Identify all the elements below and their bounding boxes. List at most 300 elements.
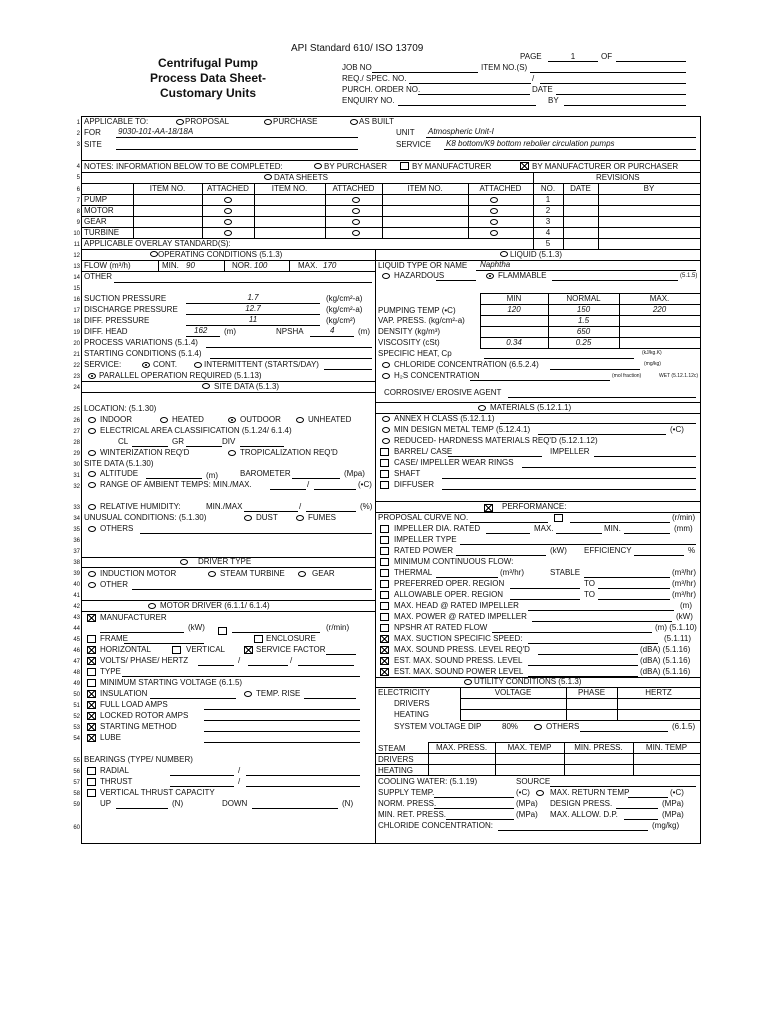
- service-factor-check[interactable]: [244, 646, 253, 654]
- steam-turbine-radio[interactable]: [208, 571, 216, 577]
- center-divider: [375, 250, 376, 844]
- line-number: 47: [73, 659, 80, 665]
- h2s-unit: (mol fraction): [612, 373, 642, 379]
- site-data-radio[interactable]: [202, 383, 210, 389]
- barometer-field[interactable]: [292, 478, 340, 479]
- chloride-radio[interactable]: [382, 362, 390, 368]
- radial-number-field[interactable]: [246, 775, 360, 776]
- h2s-field[interactable]: [470, 380, 610, 381]
- line-number: 42: [73, 604, 80, 610]
- slash: /: [299, 502, 302, 511]
- source-label: SOURCE: [516, 777, 551, 786]
- dust-radio[interactable]: [244, 515, 252, 521]
- min-starting-check[interactable]: [87, 679, 96, 687]
- full-load-field[interactable]: [204, 709, 360, 710]
- row-turbine: TURBINE: [84, 228, 120, 237]
- ambient-min-field[interactable]: [270, 489, 306, 490]
- attached-radio[interactable]: [352, 208, 360, 214]
- gear-radio[interactable]: [298, 571, 306, 577]
- radial-check[interactable]: [87, 767, 96, 775]
- unheated-radio[interactable]: [296, 417, 304, 423]
- flammable-field[interactable]: [552, 280, 678, 281]
- driver-other-field[interactable]: [132, 589, 372, 590]
- col-item-no-2: ITEM NO.: [271, 184, 308, 193]
- imp-dia-min-label: MIN.: [604, 524, 621, 533]
- cooling-water-label: COOLING WATER: (5.1.19): [378, 777, 478, 786]
- ambient-radio[interactable]: [88, 482, 96, 488]
- line-number: 26: [73, 418, 80, 424]
- npshr-ref: (m) (5.1.10): [655, 623, 697, 632]
- job-no-field[interactable]: [372, 72, 478, 73]
- max-head-check[interactable]: [380, 602, 389, 610]
- line-number: 50: [73, 692, 80, 698]
- line-number: 3: [76, 142, 80, 148]
- line-number: 43: [73, 615, 80, 621]
- dip-others-radio[interactable]: [534, 724, 542, 730]
- chloride-unit: (mg/kg): [644, 361, 661, 367]
- down-field[interactable]: [252, 808, 338, 809]
- est-press-field[interactable]: [528, 665, 638, 666]
- enquiry-field[interactable]: [398, 105, 536, 106]
- rated-power-check[interactable]: [380, 547, 389, 555]
- frame-field[interactable]: [124, 643, 204, 644]
- hazardous-field[interactable]: [436, 280, 476, 281]
- unit-value[interactable]: Atmospheric Unit-I: [428, 127, 494, 136]
- case-rings-field[interactable]: [522, 467, 696, 468]
- motor-rmin-field[interactable]: [232, 632, 320, 633]
- starting-method-check[interactable]: [87, 723, 96, 731]
- attached-radio[interactable]: [490, 230, 498, 236]
- materials-title: MATERIALS (5.12.1.1): [490, 403, 572, 412]
- utility-radio[interactable]: [464, 679, 472, 685]
- thrust-number-field[interactable]: [246, 786, 360, 787]
- reduced-label: REDUCED- HARDNESS MATERIALS REQ'D (5.12.1.12): [394, 436, 598, 445]
- driver-other-radio[interactable]: [88, 582, 96, 588]
- preferred-from-field[interactable]: [510, 588, 580, 589]
- preferred-to-field[interactable]: [598, 588, 670, 589]
- chloride-label: CHLORIDE CONCENTRATION (6.5.2.4): [394, 360, 539, 369]
- temp-rise-label: TEMP. RISE: [256, 689, 301, 698]
- col-max-press: MAX. PRESS.: [435, 743, 488, 752]
- line-number: 21: [73, 352, 80, 358]
- radial-type-field[interactable]: [170, 775, 234, 776]
- stable-field[interactable]: [584, 577, 670, 578]
- design-press-field[interactable]: [616, 808, 658, 809]
- humidity-max-field[interactable]: [306, 511, 356, 512]
- case-rings-check[interactable]: [380, 459, 389, 467]
- rmin-check[interactable]: [554, 514, 563, 522]
- flammable-radio[interactable]: [486, 273, 494, 279]
- thrust-check[interactable]: [87, 778, 96, 786]
- volts-check[interactable]: [87, 657, 96, 665]
- thermal-field[interactable]: [436, 577, 498, 578]
- flow-min-label: MIN.: [162, 261, 179, 270]
- viscosity-normal[interactable]: 0.25: [575, 338, 592, 347]
- up-label: UP: [100, 799, 112, 808]
- intermittent-radio[interactable]: [194, 362, 202, 368]
- viscosity-min[interactable]: 0.34: [506, 338, 522, 347]
- unit-kw: (kW): [188, 623, 205, 632]
- shaft-field[interactable]: [442, 478, 696, 479]
- line-number: 24: [73, 385, 80, 391]
- rmin-check[interactable]: [218, 627, 227, 635]
- imp-type-field[interactable]: [460, 544, 696, 545]
- min-flow-label: MINIMUM CONTINUOUS FLOW:: [394, 557, 514, 566]
- supply-temp-label: SUPPLY TEMP.: [378, 788, 435, 797]
- manufacturer-check[interactable]: [87, 614, 96, 622]
- purchase-radio[interactable]: [264, 119, 272, 125]
- shaft-check[interactable]: [380, 470, 389, 478]
- flow-max-value[interactable]: 170: [323, 261, 337, 270]
- others-field[interactable]: [140, 533, 372, 534]
- diffp-value[interactable]: 11: [248, 315, 258, 324]
- hazardous-radio[interactable]: [382, 273, 390, 279]
- service-factor-field[interactable]: [326, 654, 356, 655]
- req-spec-field-2[interactable]: [540, 83, 686, 84]
- enclosure-check[interactable]: [254, 635, 263, 643]
- cont-radio[interactable]: [142, 362, 150, 368]
- volts-field[interactable]: [198, 665, 234, 666]
- est-press-check[interactable]: [380, 657, 389, 665]
- type-label: TYPE: [100, 667, 121, 676]
- starting-conditions-field[interactable]: [210, 358, 372, 359]
- est-power-check[interactable]: [380, 668, 389, 676]
- preferred-label: PREFERRED OPER. REGION: [394, 579, 505, 588]
- full-load-check[interactable]: [87, 701, 96, 709]
- performance-title: PERFORMANCE:: [502, 502, 567, 511]
- pumping-temp-min[interactable]: 120: [507, 305, 521, 314]
- efficiency-field[interactable]: [634, 555, 684, 556]
- flow-nor-value[interactable]: 100: [254, 261, 268, 270]
- flow-nor-label: NOR.: [232, 261, 252, 270]
- steam-turbine-label: STEAM TURBINE: [220, 569, 285, 578]
- div-field[interactable]: [240, 446, 284, 447]
- sheet-title-line3: Customary Units: [159, 86, 257, 100]
- by-purchaser-radio[interactable]: [314, 163, 322, 169]
- sound-press-field[interactable]: [538, 654, 638, 655]
- attached-radio[interactable]: [490, 208, 498, 214]
- dip-others-label: OTHERS: [546, 722, 580, 731]
- pumping-temp-max[interactable]: 220: [652, 305, 667, 314]
- by-both-check[interactable]: [520, 162, 529, 170]
- vertical-check[interactable]: [172, 646, 181, 654]
- attached-radio[interactable]: [352, 230, 360, 236]
- discharge-value[interactable]: 12.7: [245, 304, 261, 313]
- suction-label: SUCTION PRESSURE: [84, 294, 167, 303]
- barrel-field[interactable]: [448, 456, 542, 457]
- curve-rmin-field[interactable]: [570, 522, 670, 523]
- insulation-check[interactable]: [87, 690, 96, 698]
- liquid-radio[interactable]: [500, 251, 508, 257]
- tropicalization-radio[interactable]: [228, 450, 236, 456]
- max-return-field[interactable]: [628, 797, 668, 798]
- humidity-min-field[interactable]: [244, 511, 298, 512]
- attached-radio[interactable]: [490, 219, 498, 225]
- service-value[interactable]: K8 bottom/K9 bottom rebolier circulation pumps: [446, 139, 615, 148]
- liquid-type-value[interactable]: Naphtha: [480, 260, 511, 269]
- density-value[interactable]: 650: [576, 327, 591, 336]
- attached-radio[interactable]: [224, 208, 232, 214]
- min-starting-label: MINIMUM STARTING VOLTAGE (6.1.5): [100, 678, 243, 687]
- outdoor-radio[interactable]: [228, 417, 236, 423]
- max-power-check[interactable]: [380, 613, 389, 621]
- by-field[interactable]: [564, 105, 686, 106]
- lube-field[interactable]: [204, 742, 360, 743]
- phase-field[interactable]: [248, 665, 288, 666]
- line-number: 27: [73, 429, 80, 435]
- curve-field[interactable]: [470, 522, 548, 523]
- data-sheets-radio[interactable]: [264, 174, 272, 180]
- annex-radio[interactable]: [382, 416, 390, 422]
- starting-method-field[interactable]: [204, 731, 360, 732]
- heated-label: HEATED: [172, 415, 204, 424]
- norm-press-field[interactable]: [434, 808, 514, 809]
- motor-kw-field[interactable]: [100, 632, 184, 633]
- line-number: 12: [73, 253, 80, 259]
- thermal-check[interactable]: [380, 569, 389, 577]
- proposal-radio[interactable]: [176, 119, 184, 125]
- rev-num: 5: [545, 239, 551, 248]
- unit-mpa: (MPa): [516, 810, 538, 819]
- efficiency-label: EFFICIENCY: [584, 546, 632, 555]
- thrust-type-field[interactable]: [170, 786, 234, 787]
- min-design-radio[interactable]: [382, 427, 390, 433]
- rev-num: 3: [545, 217, 551, 226]
- line-number: 37: [73, 549, 80, 555]
- unit-m: (m): [680, 601, 692, 610]
- heated-radio[interactable]: [160, 417, 168, 423]
- tropicalization-label: TROPICALIZATION REQ'D: [240, 448, 338, 457]
- npshr-field[interactable]: [492, 632, 652, 633]
- max-head-field[interactable]: [528, 610, 674, 611]
- pumping-temp-normal[interactable]: 150: [576, 305, 591, 314]
- locked-rotor-field[interactable]: [204, 720, 360, 721]
- npshr-check[interactable]: [380, 624, 389, 632]
- indoor-radio[interactable]: [88, 417, 96, 423]
- thermal-label: THERMAL: [394, 568, 433, 577]
- of-field[interactable]: [616, 61, 686, 62]
- wet-label: WET (5.12.1.12c): [659, 373, 699, 379]
- unit-rmin: (r/min): [672, 513, 696, 522]
- humidity-radio[interactable]: [88, 504, 96, 510]
- motor-driver-radio[interactable]: [148, 603, 156, 609]
- item-no-field[interactable]: [530, 72, 686, 73]
- attached-radio[interactable]: [224, 230, 232, 236]
- reduced-radio[interactable]: [382, 438, 390, 444]
- type-field[interactable]: [122, 676, 360, 677]
- specific-heat-field[interactable]: [484, 358, 634, 359]
- preferred-check[interactable]: [380, 580, 389, 588]
- materials-radio[interactable]: [478, 405, 486, 411]
- diffh-label: DIFF. HEAD: [84, 327, 128, 336]
- rev-num: 2: [545, 206, 551, 215]
- date-field[interactable]: [556, 94, 686, 95]
- attached-radio[interactable]: [352, 197, 360, 203]
- imp-dia-max-field[interactable]: [556, 533, 602, 534]
- min-design-label: MIN DESIGN METAL TEMP (5.12.4.1): [394, 425, 531, 434]
- altitude-radio[interactable]: [88, 471, 96, 477]
- suction-speed-field[interactable]: [528, 643, 658, 644]
- diffuser-check[interactable]: [380, 481, 389, 489]
- line-number: 14: [73, 275, 80, 281]
- gr-field[interactable]: [186, 446, 222, 447]
- as-built-radio[interactable]: [350, 119, 358, 125]
- insulation-field[interactable]: [150, 698, 236, 699]
- corrosive-field[interactable]: [508, 397, 696, 398]
- allowable-from-field[interactable]: [510, 599, 580, 600]
- winterization-label: WINTERIZATION REQ'D: [100, 448, 190, 457]
- purchase-label: PURCHASE: [273, 117, 318, 126]
- locked-rotor-check[interactable]: [87, 712, 96, 720]
- temp-rise-radio[interactable]: [244, 691, 252, 697]
- voltage-dip-value[interactable]: 80%: [502, 722, 519, 731]
- unit-mpa: (MPa): [662, 810, 684, 819]
- by-purchaser-label: BY PURCHASER: [324, 162, 387, 171]
- driver-type-radio[interactable]: [180, 559, 188, 565]
- dip-ref: (6.1.5): [672, 722, 696, 731]
- dip-others-field[interactable]: [580, 731, 668, 732]
- flow-min-value[interactable]: 90: [186, 261, 195, 270]
- parallel-radio[interactable]: [88, 373, 96, 379]
- for-value[interactable]: 9030-101-AA-18/18A: [118, 127, 194, 136]
- attached-radio[interactable]: [352, 219, 360, 225]
- purch-order-field[interactable]: [418, 94, 530, 95]
- liquid-col-normal: NORMAL: [566, 294, 601, 303]
- by-manufacturer-check[interactable]: [400, 162, 409, 170]
- vertical-thrust-label: VERTICAL THRUST CAPACITY: [100, 788, 215, 797]
- attached-radio[interactable]: [224, 219, 232, 225]
- indoor-label: INDOOR: [100, 415, 132, 424]
- page-field[interactable]: [548, 61, 598, 62]
- annex-field[interactable]: [500, 423, 696, 424]
- frame-check[interactable]: [87, 635, 96, 643]
- operating-radio[interactable]: [150, 251, 158, 257]
- line-number: 13: [73, 264, 80, 270]
- sound-press-check[interactable]: [380, 646, 389, 654]
- winterization-radio[interactable]: [88, 450, 96, 456]
- notes-text: NOTES: INFORMATION BELOW TO BE COMPLETED:: [84, 162, 283, 171]
- suction-speed-check[interactable]: [380, 635, 389, 643]
- col-min-temp: MIN. TEMP: [645, 743, 688, 752]
- source-field[interactable]: [550, 786, 696, 787]
- temp-rise-field[interactable]: [304, 698, 356, 699]
- max-return-radio[interactable]: [536, 790, 544, 796]
- type-check[interactable]: [87, 668, 96, 676]
- unit-rmin: (r/min): [326, 623, 350, 632]
- vap-press-value[interactable]: 1.5: [577, 316, 590, 325]
- imp-dia-rated-field[interactable]: [486, 533, 530, 534]
- liquid-title: LIQUID (5.1.3): [510, 250, 563, 259]
- process-variations-field[interactable]: [206, 347, 372, 348]
- max-dp-field[interactable]: [624, 819, 658, 820]
- line-number: 52: [73, 714, 80, 720]
- diffuser-field[interactable]: [442, 489, 696, 490]
- slash: /: [307, 480, 310, 489]
- line-number: 22: [73, 363, 80, 369]
- other-field[interactable]: [114, 282, 372, 283]
- radial-label: RADIAL: [100, 766, 129, 775]
- specific-heat-label: SPECIFIC HEAT, Cp: [378, 349, 452, 358]
- h2s-radio[interactable]: [382, 373, 390, 379]
- frame-bottom: [81, 843, 701, 844]
- req-spec-field[interactable]: [409, 83, 531, 84]
- imp-dia-check[interactable]: [380, 525, 389, 533]
- suction-value[interactable]: 1.7: [247, 293, 259, 302]
- line-number: 58: [73, 791, 80, 797]
- driver-type-title: DRIVER TYPE: [198, 557, 252, 566]
- volts-label: VOLTS/ PHASE/ HERTZ: [100, 656, 189, 665]
- suction-speed-label: MAX. SUCTION SPECIFIC SPEED:: [394, 634, 523, 643]
- col-item-no-3: ITEM NO.: [407, 184, 443, 193]
- site-field[interactable]: [116, 149, 358, 150]
- lube-check[interactable]: [87, 734, 96, 742]
- density-label: DENSITY (kg/m³): [378, 327, 441, 336]
- starts-per-day-field[interactable]: [324, 369, 372, 370]
- standard-title: API Standard 610/ ISO 13709: [291, 43, 424, 54]
- barrel-check[interactable]: [380, 448, 389, 456]
- as-built-label: AS BUILT: [359, 117, 394, 126]
- unit-m: (m): [358, 327, 370, 336]
- rated-power-field[interactable]: [456, 555, 546, 556]
- horizontal-check[interactable]: [87, 646, 96, 654]
- line-number: 23: [73, 374, 80, 380]
- others-radio[interactable]: [88, 526, 96, 532]
- altitude-field[interactable]: [146, 478, 202, 479]
- imp-dia-min-field[interactable]: [624, 533, 670, 534]
- attached-radio[interactable]: [490, 197, 498, 203]
- imp-type-check[interactable]: [380, 536, 389, 544]
- hertz-field[interactable]: [298, 665, 354, 666]
- elec-class-radio[interactable]: [88, 428, 96, 434]
- min-design-field[interactable]: [538, 434, 666, 435]
- cl-field[interactable]: [132, 446, 168, 447]
- fumes-radio[interactable]: [296, 515, 304, 521]
- unit-m3hr: (m³/hr): [672, 568, 696, 577]
- allowable-check[interactable]: [380, 591, 389, 599]
- viscosity-label: VISCOSITY (cSt): [378, 338, 440, 347]
- impeller-field[interactable]: [594, 456, 696, 457]
- max-power-field[interactable]: [532, 621, 672, 622]
- line-number: 17: [73, 308, 80, 314]
- min-ret-press-field[interactable]: [446, 819, 514, 820]
- attached-radio[interactable]: [224, 197, 232, 203]
- performance-check[interactable]: [484, 504, 493, 512]
- cw-chloride-field[interactable]: [498, 830, 648, 831]
- humidity-minmax-label: MIN./MAX: [206, 502, 243, 511]
- min-flow-check[interactable]: [380, 558, 389, 566]
- vertical-thrust-check[interactable]: [87, 789, 96, 797]
- location-label: LOCATION: (5.1.30): [84, 404, 157, 413]
- npsha-value[interactable]: 4: [330, 326, 335, 335]
- diffh-value[interactable]: 162: [194, 326, 208, 335]
- up-field[interactable]: [116, 808, 168, 809]
- unit-pct: %: [688, 546, 696, 555]
- bearings-label: BEARINGS (TYPE/ NUMBER): [84, 755, 193, 764]
- line-number: 2: [76, 131, 80, 137]
- allowable-to-field[interactable]: [598, 599, 670, 600]
- supply-temp-field[interactable]: [434, 797, 514, 798]
- hazardous-label: HAZARDOUS: [394, 271, 445, 280]
- unusual-label: UNUSUAL CONDITIONS: (5.1.30): [84, 513, 207, 522]
- ambient-max-field[interactable]: [314, 489, 356, 490]
- purch-order-label: PURCH. ORDER NO.: [342, 85, 421, 94]
- driver-other-label: OTHER: [100, 580, 128, 589]
- item-no-label: ITEM NO.(S): [481, 63, 528, 72]
- steam-drivers-label: DRIVERS: [378, 755, 414, 764]
- full-load-label: FULL LOAD AMPS: [100, 700, 168, 709]
- induction-radio[interactable]: [88, 571, 96, 577]
- chloride-field[interactable]: [550, 369, 640, 370]
